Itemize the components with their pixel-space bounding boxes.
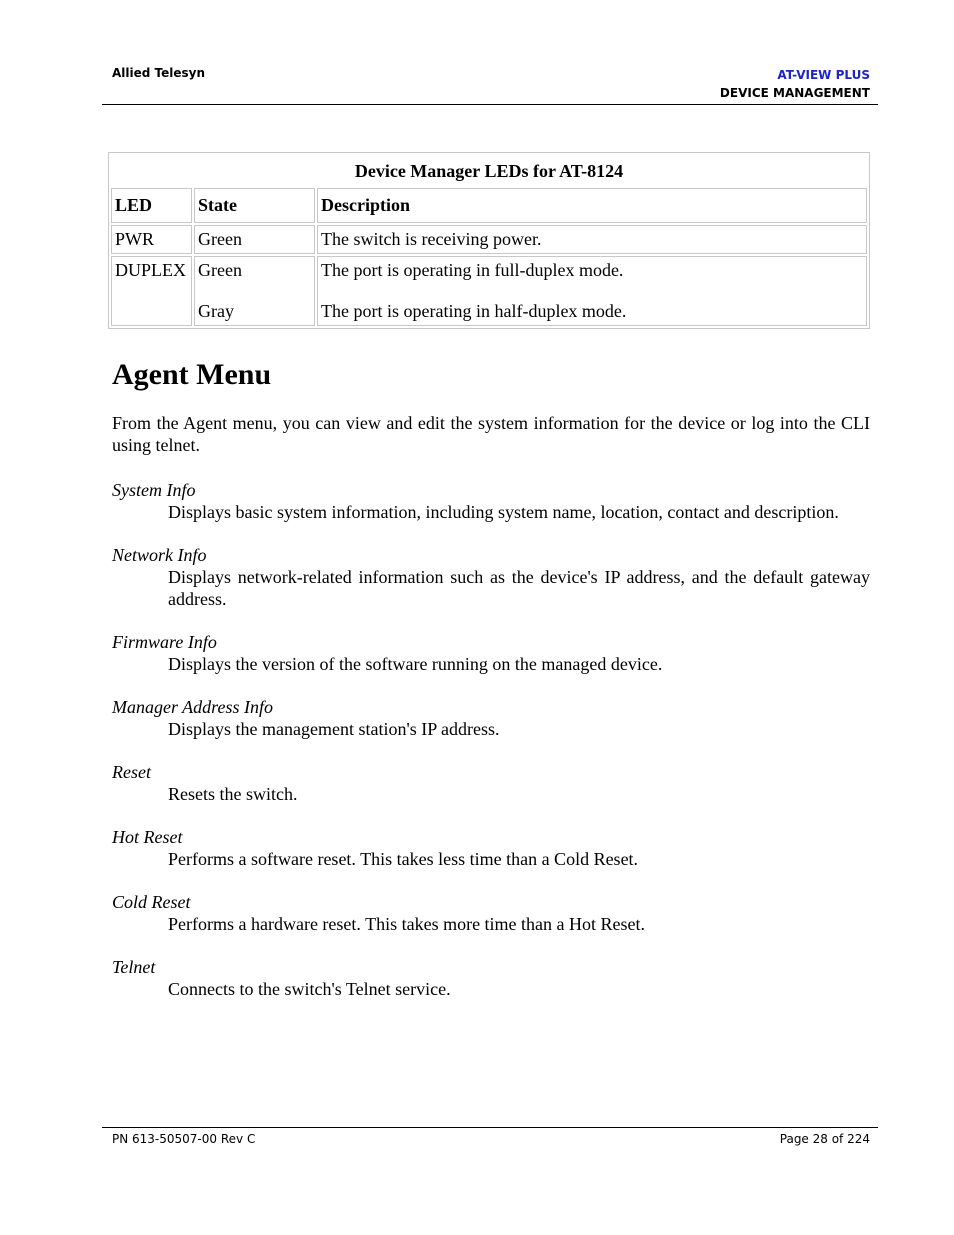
- table-caption: Device Manager LEDs for AT-8124: [354, 161, 624, 181]
- desc-cold-reset: Performs a hardware reset. This takes more time than a Hot Reset.: [168, 914, 646, 934]
- term-hot-reset: Hot Reset: [112, 827, 183, 847]
- header-product: AT-VIEW PLUS: [777, 68, 870, 82]
- desc-system-info: Displays basic system information, including system name, location, contact and description.: [168, 502, 839, 522]
- intro-paragraph: From the Agent menu, you can view and edit the system information for the device or log into the CLI using telnet.: [112, 413, 870, 455]
- header-led: LED: [111, 188, 192, 223]
- header-section: DEVICE MANAGEMENT: [719, 86, 870, 100]
- led-table: [108, 152, 870, 329]
- desc-manager-address-info: Displays the management station's IP address.: [168, 719, 500, 739]
- term-reset: Reset: [112, 762, 151, 782]
- desc-hot-reset: Performs a software reset. This takes less time than a Cold Reset.: [168, 849, 639, 869]
- term-firmware-info: Firmware Info: [112, 632, 217, 652]
- term-system-info: System Info: [112, 480, 196, 500]
- table-row: [111, 225, 867, 254]
- desc-telnet: Connects to the switch's Telnet service.: [168, 979, 451, 999]
- header-description: Description: [317, 188, 867, 223]
- table-row: [111, 256, 867, 326]
- section-title: Agent Menu: [112, 358, 272, 391]
- desc-firmware-info: Displays the version of the software running on the managed device.: [168, 654, 663, 674]
- term-cold-reset: Cold Reset: [112, 892, 191, 912]
- cell-state: Gray: [198, 301, 234, 321]
- footer-part-number: PN 613-50507-00 Rev C: [112, 1132, 256, 1146]
- cell-description: The switch is receiving power.: [317, 225, 867, 254]
- term-telnet: Telnet: [112, 957, 156, 977]
- header-company: Allied Telesyn: [112, 66, 206, 80]
- cell-led: DUPLEX: [111, 256, 192, 326]
- footer-page-number: Page 28 of 224: [779, 1132, 870, 1146]
- cell-led: PWR: [111, 225, 192, 254]
- table-caption-row: [111, 155, 867, 186]
- cell-state: Green: [194, 225, 315, 254]
- footer-rule: [102, 1127, 878, 1128]
- header-right: [720, 66, 870, 102]
- definition-list: [112, 479, 870, 1021]
- term-manager-address-info: Manager Address Info: [112, 697, 273, 717]
- header-rule: [102, 104, 878, 105]
- cell-state: Green: [198, 260, 242, 280]
- cell-state-group: [194, 256, 315, 326]
- cell-description: The port is operating in full-duplex mode.: [321, 260, 624, 280]
- term-network-info: Network Info: [112, 545, 207, 565]
- header-state: State: [194, 188, 315, 223]
- table-header-row: [111, 188, 867, 223]
- desc-reset: Resets the switch.: [168, 784, 298, 804]
- desc-network-info: Displays network-related information such as the device's IP address, and the default gateway address.: [168, 567, 870, 609]
- cell-description-group: [317, 256, 867, 326]
- cell-description: The port is operating in half-duplex mode.: [321, 301, 627, 321]
